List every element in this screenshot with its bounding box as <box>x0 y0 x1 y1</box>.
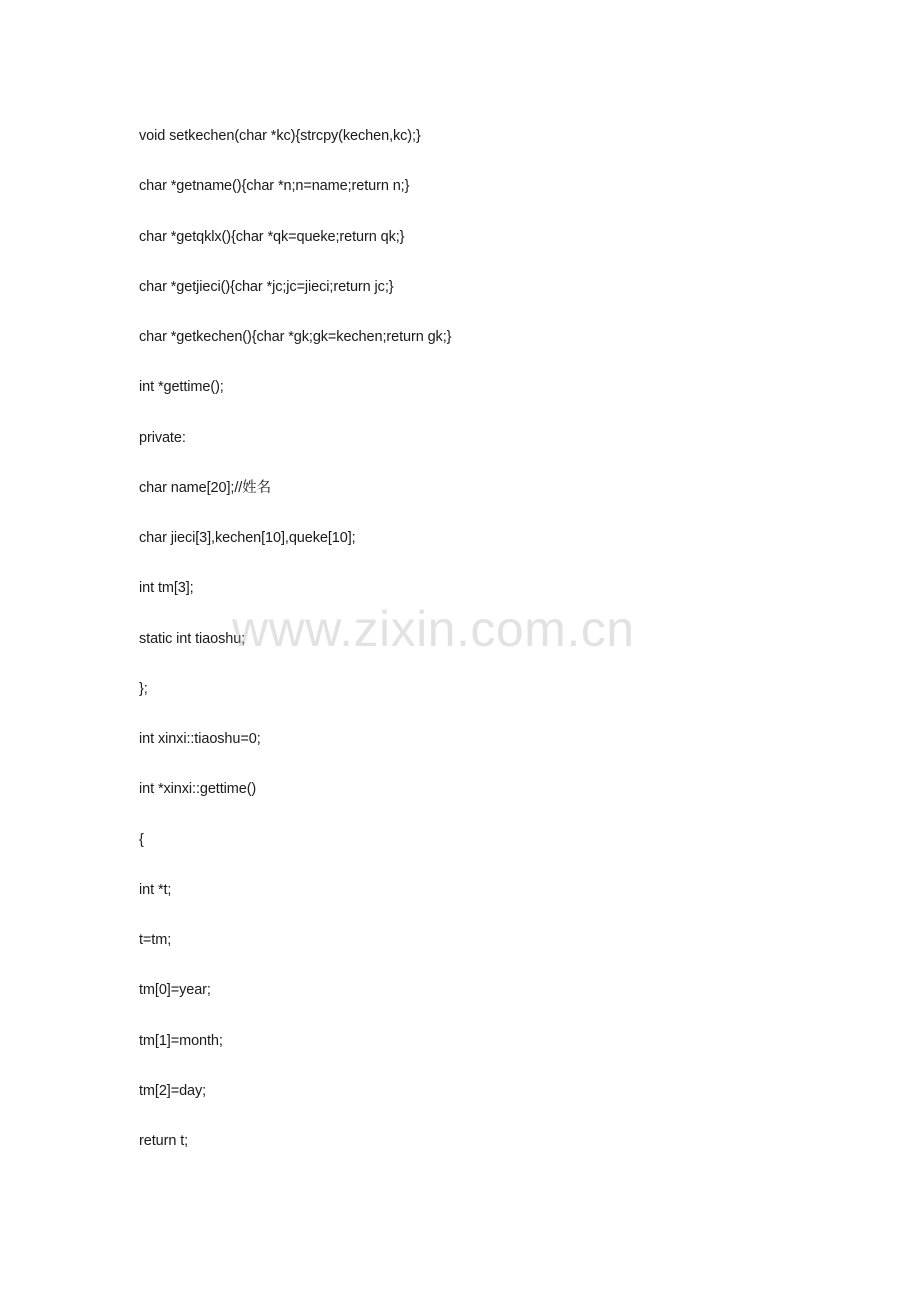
code-line: char name[20];//姓名 <box>139 479 271 496</box>
code-line: static int tiaoshu; <box>139 630 246 647</box>
code-line: char *getname(){char *n;n=name;return n;} <box>139 178 410 195</box>
code-line: return t; <box>139 1133 189 1149</box>
code-line: t=tm; <box>139 932 172 948</box>
code-line: char jieci[3],kechen[10],queke[10]; <box>139 530 356 546</box>
code-line: private: <box>139 429 186 446</box>
code-line: int *xinxi::gettime() <box>139 781 257 798</box>
code-line: tm[2]=day; <box>139 1082 207 1099</box>
code-listing <box>139 126 451 1181</box>
code-line: char *getjieci(){char *jc;jc=jieci;return jc;} <box>139 278 394 295</box>
code-line: int tm[3]; <box>139 580 194 597</box>
watermark: www.zixin.com.cn <box>232 601 635 657</box>
code-line: int xinxi::tiaoshu=0; <box>139 731 261 747</box>
code-line: char *getkechen(){char *gk;gk=kechen;return gk;} <box>139 329 452 345</box>
code-line: tm[0]=year; <box>139 982 211 999</box>
code-line: int *t; <box>139 881 172 898</box>
code-line: void setkechen(char *kc){strcpy(kechen,kc);} <box>139 128 421 144</box>
code-line: { <box>139 831 144 848</box>
code-line: tm[1]=month; <box>139 1032 223 1049</box>
code-line: int *gettime(); <box>139 379 224 396</box>
code-line: }; <box>139 680 148 697</box>
code-line: char *getqklx(){char *qk=queke;return qk;} <box>139 228 405 245</box>
